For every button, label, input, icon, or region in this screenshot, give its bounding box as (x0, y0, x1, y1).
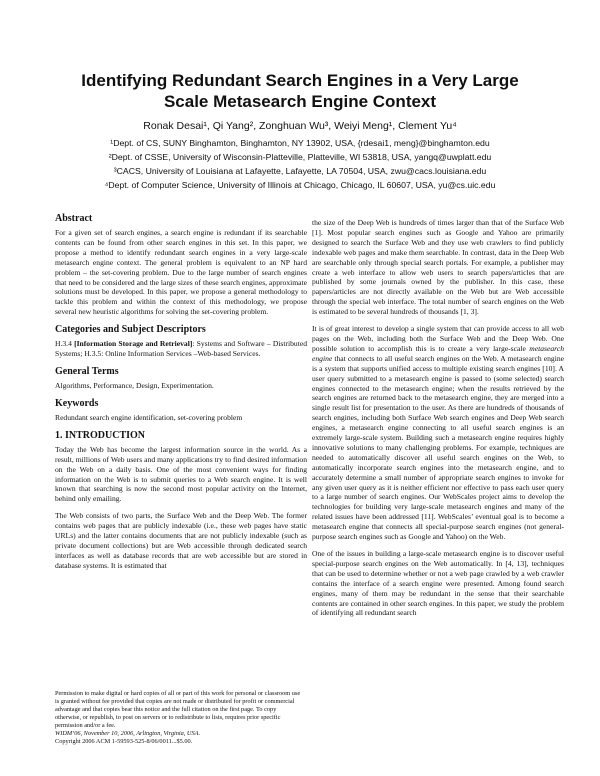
right-paragraph-3: One of the issues in building a large-scale metasearch engine is to discover useful special-purpose search engines on the Web automatically. In [4, 13], techniques that can be used to determine whether or not a web page crawled by a web crawler contains the interface of a search engine were presented. Among found search engines, many of them may be redundant in the sense that their searchable contents are contained in other search engines. In this paper, we study the problem of identifying all redundant search (312, 549, 564, 618)
general-terms-heading: General Terms (55, 365, 119, 377)
affiliation-3: ³CACS, University of Louisiana at Lafayette, Lafayette, LA 70504, USA, zwu@cacs.louisiana.edu (113, 166, 487, 176)
footnote-permission-text: Permission to make digital or hard copies of all or part of this work for personal or classroom use is granted without fee provided that copies are not made or distributed for profit or commercial advantage and that copies bear this notice and the full citation on the first page. To copy otherwise, or republish, to post on servers or to redistribute to lists, requires prior specific permission and/or a fee. (55, 690, 301, 729)
introduction-heading: 1. INTRODUCTION (55, 429, 146, 441)
abstract-text: For a given set of search engines, a search engine is redundant if its searchable contents can be found from other search engines in this set. In this paper, we propose a method to identify redundant search engines in a very large-scale metasearch engine context. The general problem is equivalent to an NP hard problem – the set-covering problem. Due to the large number of search engines that need to be considered and the large sizes of these search engines, approximate solutions must be developed. In this paper, we propose a general methodology to tackle this problem and within the context of this methodology, we propose several new heuristic algorithms for solving the set-covering problem. (55, 228, 307, 317)
metasearch-term: metasearch engine (312, 343, 564, 363)
paper-title (40, 70, 560, 112)
categories-text (55, 339, 307, 359)
keywords-text: Redundant search engine identification, set-covering problem (55, 412, 243, 422)
intro-paragraph-2: The Web consists of two parts, the Surface Web and the Deep Web. The former contains web pages that are publicly indexable (i.e., these web pages have static URLs) and the latter contains documents that are not publicly indexable (such as private document collections) but are Web accessible through dedicated search interfaces as well as database records that are web accessible but are stored in database systems. It is estimated that (55, 511, 307, 570)
affiliation-2: ²Dept. of CSSE, University of Wisconsin-Platteville, Platteville, WI 53818, USA, yangq@uwplatt.edu (108, 152, 492, 162)
categories-heading: Categories and Subject Descriptors (55, 324, 206, 336)
title-line-2: Scale Metasearch Engine Context (163, 92, 437, 111)
keywords-heading: Keywords (55, 397, 99, 409)
affiliation-1: ¹Dept. of CS, SUNY Binghamton, Binghamton, NY 13902, USA, {rdesai1, meng}@binghamton.edu (110, 138, 490, 148)
right-column (312, 218, 564, 625)
category-rest: : Systems and Software – Distributed Systems; H.3.5: Online Information Services –Web-based Services. (55, 339, 307, 359)
title-line-1: Identifying Redundant Search Engines in a Very Large (81, 71, 519, 90)
category-label: [Information Storage and Retrieval] (74, 339, 193, 349)
permission-footnote (55, 690, 303, 746)
category-code: H.3.4 (55, 339, 72, 349)
venue-text: WIDM’06, November 10, 2006, Arlington, Virginia, USA. (55, 730, 201, 737)
author-list: Ronak Desai¹, Qi Yang², Zonghuan Wu³, Weiyi Meng¹, Clement Yu⁴ (143, 120, 457, 132)
p2-part-a: It is of great interest to develop a single system that can provide access to all web pages on the Web, including both the Surface Web and the Deep Web. One possible solution to accomplish this is to create a very large-scale (312, 324, 564, 353)
right-paragraph-1: the size of the Deep Web is hundreds of times larger than that of the Surface Web [1]. Most popular search engines such as Google and Yahoo are primarily designed to search the Surface Web and they use web crawlers to find publicly indexable web pages and make them searchable. In contrast, data in the Deep Web are searchable only through special search portals. For example, a publisher may create a web interface to allow web users to search papers/articles that are published by some journals owned by the publisher. In this case, these papers/articles are not directly available on the Web but are Web accessible through the special web interface. The total number of search engines on the Web is estimated to be several hundreds of thousands [1, 3]. (312, 218, 564, 317)
footnote-copyright: Copyright 2006 ACM 1-59593-525-8/06/0011...$5.00. (55, 738, 193, 745)
p2-part-b: that connects to all useful search engines on the Web. A metasearch engine is a system that supports unified access to multiple existing search engines [10]. A user query submitted to a metasearch engine is passed to (some selected) search engines connected to the metasearch engine; when the results retrieved by the search engines are returned back to the metasearch engine, they are merged into a single result list for presentation to the user. As there are hundreds of thousands of search engines, including both Surface Web search engines and Deep Web search engines, a metasearch engine connecting to all useful search engines is an extremely large-scale system. Building such a metasearch engine requires highly innovative solutions to many challenging problems. For example, techniques are needed to automatically discover all useful search engines on the Web, to automatically incorporate search engines into the metasearch engine, and to accurately determine a small number of appropriate search engines to invoke for any given user query as it is neither efficient nor effective to pass each user query to a large number of search engines. Our WebScales project aims to develop the technologies for building very large-scale metasearch engines and many of the related issues have been addressed [11]. WebScales’ eventual goal is to become a metasearch engine that connects all special-purpose search engines (not general-purpose search engines such as Google and Yahoo) on the Web. (312, 353, 564, 542)
left-column (55, 208, 307, 578)
footnote-venue (55, 730, 303, 738)
right-paragraph-2 (312, 324, 564, 542)
abstract-heading: Abstract (55, 213, 93, 224)
general-terms-text: Algorithms, Performance, Design, Experimentation. (55, 380, 214, 390)
intro-paragraph-1: Today the Web has become the largest information source in the world. As a result, millions of Web users and many applications try to find desired information on the Web on a daily basis. One of the most convenient ways for finding information on the Web is to submit queries to a Web search engine. It is well known that searching is now the second most popular activity on the Internet, behind only emailing. (55, 444, 307, 504)
affiliation-4: ⁴Dept. of Computer Science, University of Illinois at Chicago, Chicago, IL 60607, USA, yu@cs.uic.edu (104, 180, 496, 190)
